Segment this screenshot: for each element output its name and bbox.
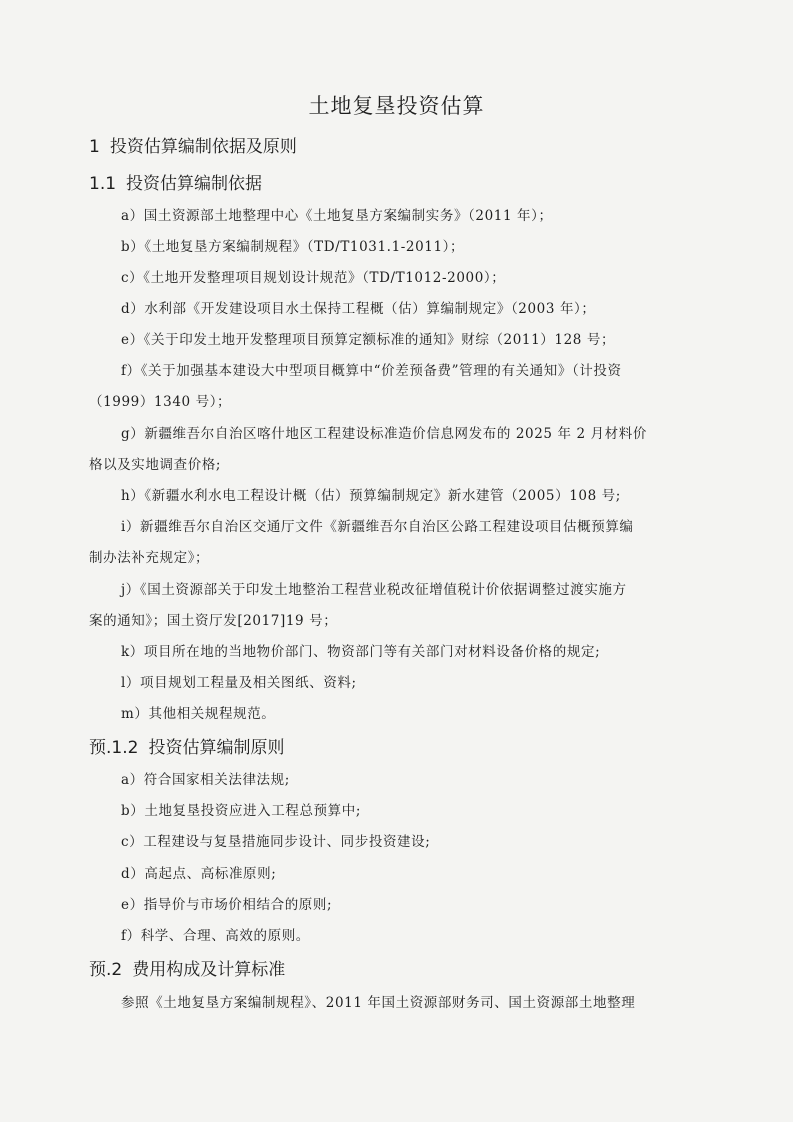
basis-item-h: h）《新疆水利水电工程设计概（估）预算编制规定》新水建管（2005）108 号; xyxy=(121,488,621,504)
basis-item-j-cont: 案的通知》；国土资厅发[2017]19 号； xyxy=(89,613,338,629)
principle-item-e: e）指导价与市场价相结合的原则; xyxy=(121,897,333,913)
principle-item-f: f）科学、合理、高效的原则。 xyxy=(121,928,310,944)
basis-item-e: e）《关于印发土地开发整理项目预算定额标准的通知》财综（2011）128 号； xyxy=(121,332,616,348)
basis-item-k: k）项目所在地的当地物价部门、物资部门等有关部门对材料设备价格的规定; xyxy=(121,644,601,660)
section-title: 费用构成及计算标准 xyxy=(132,960,286,980)
page-title: 土地复垦投资估算 xyxy=(308,94,485,118)
section-number: 1.1 xyxy=(89,174,117,194)
section-heading-2 xyxy=(89,959,285,981)
section-heading-1-2 xyxy=(89,737,284,759)
section-number: 1 xyxy=(89,137,100,157)
basis-item-f: f）《关于加强基本建设大中型项目概算中“价差预备费”管理的有关通知》（计投资 xyxy=(121,363,622,379)
principle-item-a: a）符合国家相关法律法规; xyxy=(121,772,290,788)
basis-item-m: m）其他相关规程规范。 xyxy=(121,706,276,722)
basis-item-d: d）水利部《开发建设项目水土保持工程概（估）算编制规定》（2003 年）； xyxy=(121,301,596,317)
section-title: 投资估算编制依据 xyxy=(126,174,263,194)
basis-item-i: i）新疆维吾尔自治区交通厅文件《新疆维吾尔自治区公路工程建设项目估概预算编 xyxy=(121,519,634,535)
section-number: 预.1.2 xyxy=(89,738,139,758)
section-heading-1 xyxy=(89,136,297,158)
principle-item-c: c）工程建设与复垦措施同步设计、同步投资建设; xyxy=(121,834,431,850)
basis-item-i-cont: 制办法补充规定》； xyxy=(89,550,210,566)
basis-item-b: b）《土地复垦方案编制规程》（TD/T1031.1-2011）； xyxy=(121,239,465,255)
basis-item-a: a）国土资源部土地整理中心《土地复垦方案编制实务》（2011 年）； xyxy=(121,208,553,224)
section-heading-1-1 xyxy=(89,173,262,195)
principle-item-d: d）高起点、高标准原则; xyxy=(121,866,277,882)
section-title: 投资估算编制依据及原则 xyxy=(109,137,297,157)
basis-item-f-cont: （1999）1340 号）； xyxy=(89,394,232,410)
basis-item-g-cont: 格以及实地调查价格; xyxy=(89,457,222,473)
section-number: 预.2 xyxy=(89,960,123,980)
principle-item-b: b）土地复垦投资应进入工程总预算中; xyxy=(121,803,361,819)
basis-item-l: l）项目规划工程量及相关图纸、资料; xyxy=(121,675,357,691)
basis-item-g: g）新疆维吾尔自治区喀什地区工程建设标准造价信息网发布的 2025 年 2 月材料价 xyxy=(121,426,647,442)
basis-item-c: c）《土地开发整理项目规划设计规范》（TD/T1012-2000）； xyxy=(121,270,506,286)
basis-item-j: j）《国土资源部关于印发土地整治工程营业税改征增值税计价依据调整过渡实施方 xyxy=(121,582,627,598)
closing-paragraph-line: 参照《土地复垦方案编制规程》、2011 年国土资源部财务司、国土资源部土地整理 xyxy=(121,995,636,1011)
section-title: 投资估算编制原则 xyxy=(148,738,285,758)
